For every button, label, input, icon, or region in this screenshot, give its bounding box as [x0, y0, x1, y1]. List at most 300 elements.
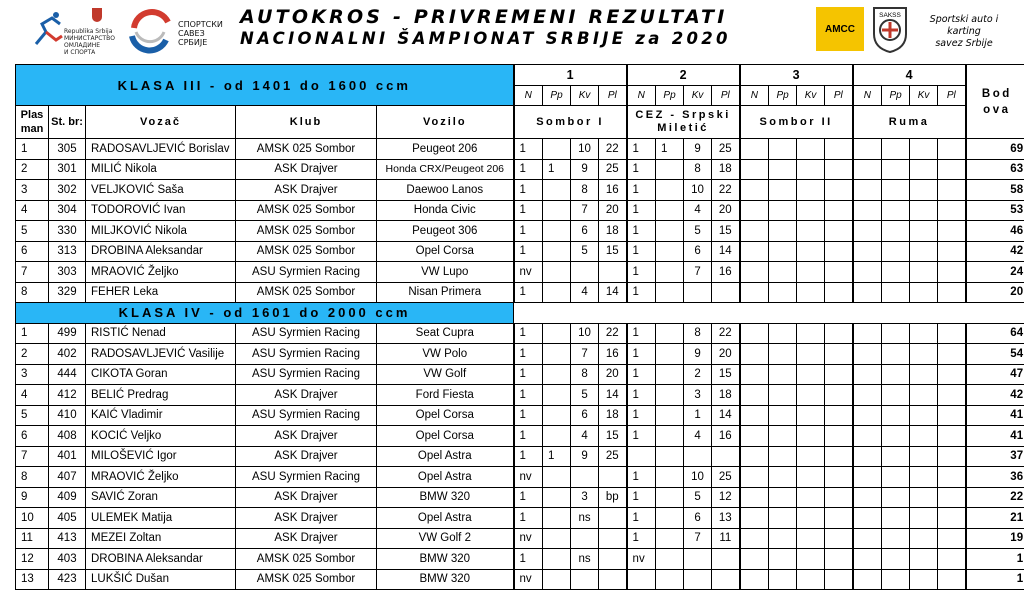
cell-race3-kv	[797, 405, 825, 426]
cell-race1-pl	[599, 508, 627, 529]
table-row	[16, 569, 1024, 590]
cell-vozac: MEZEI Zoltan	[86, 528, 236, 549]
cell-plasman: 5	[16, 405, 49, 426]
cell-race4-pp	[882, 344, 910, 365]
cell-race1-pp	[543, 200, 571, 221]
cell-race1-kv: 6	[571, 221, 599, 242]
cell-race1-n: 1	[514, 508, 543, 529]
table-row	[16, 405, 1024, 426]
cell-race3-n	[740, 569, 769, 590]
cell-race3-kv	[797, 139, 825, 160]
cell-race4-n	[853, 241, 882, 262]
cell-race1-kv: 6	[571, 405, 599, 426]
cell-start-number: 403	[49, 549, 86, 570]
cell-klub: ASK Drajver	[236, 159, 377, 180]
sakss-short: SAKSS	[879, 12, 901, 19]
cell-race1-n: 1	[514, 139, 543, 160]
cell-race3-kv	[797, 385, 825, 406]
cell-start-number: 304	[49, 200, 86, 221]
cell-race2-pl: 15	[712, 364, 740, 385]
cell-vozilo: Honda Civic	[377, 200, 514, 221]
cell-race2-n	[627, 446, 656, 467]
cell-race1-kv: 10	[571, 139, 599, 160]
cell-race3-pl	[825, 323, 853, 344]
cell-vozac: CIKOTA Goran	[86, 364, 236, 385]
table-row	[16, 139, 1024, 160]
cell-vozilo: Opel Astra	[377, 508, 514, 529]
cell-race1-n: 1	[514, 405, 543, 426]
cell-race3-pl	[825, 344, 853, 365]
cell-race2-pl: 25	[712, 467, 740, 488]
cell-plasman: 8	[16, 282, 49, 303]
cell-race3-n	[740, 426, 769, 447]
cell-race2-n: 1	[627, 323, 656, 344]
cell-race3-kv	[797, 364, 825, 385]
cell-race3-kv	[797, 180, 825, 201]
table-row	[16, 528, 1024, 549]
cell-race4-pl	[938, 282, 966, 303]
cell-race2-pl	[712, 549, 740, 570]
cell-vozilo: Opel Corsa	[377, 426, 514, 447]
sub-header-n: N	[514, 85, 543, 106]
cell-race3-pl	[825, 405, 853, 426]
cell-race4-n	[853, 344, 882, 365]
table-row	[16, 364, 1024, 385]
cell-race2-kv	[684, 282, 712, 303]
sub-header-kv: Kv	[797, 85, 825, 106]
race-number-3: 3	[740, 65, 853, 86]
cell-plasman: 4	[16, 385, 49, 406]
sub-header-kv: Kv	[910, 85, 938, 106]
cell-race2-kv	[684, 446, 712, 467]
table-row	[16, 221, 1024, 242]
sub-header-pp: Pp	[882, 85, 910, 106]
cell-race1-pp	[543, 344, 571, 365]
col-header-vozac: Vozač	[86, 106, 236, 139]
cell-race2-kv: 6	[684, 241, 712, 262]
table-row	[16, 200, 1024, 221]
cell-race4-n	[853, 180, 882, 201]
cell-start-number: 305	[49, 139, 86, 160]
cell-race3-kv	[797, 282, 825, 303]
cell-klub: ASU Syrmien Racing	[236, 467, 377, 488]
header-row-races	[16, 65, 1024, 86]
cell-race2-pl: 13	[712, 508, 740, 529]
cell-race4-n	[853, 159, 882, 180]
cell-race1-n: 1	[514, 282, 543, 303]
cell-race4-pl	[938, 508, 966, 529]
cell-race3-pl	[825, 528, 853, 549]
cell-race1-pp	[543, 139, 571, 160]
sub-header-pl: Pl	[825, 85, 853, 106]
cell-race3-pp	[769, 139, 797, 160]
cell-plasman: 8	[16, 467, 49, 488]
cell-race4-pl	[938, 569, 966, 590]
cell-race1-pp	[543, 385, 571, 406]
sub-header-pl: Pl	[599, 85, 627, 106]
cell-vozilo: VW Polo	[377, 344, 514, 365]
cell-race1-kv: 4	[571, 426, 599, 447]
cell-race3-pp	[769, 221, 797, 242]
cell-race1-n: nv	[514, 262, 543, 283]
cell-start-number: 444	[49, 364, 86, 385]
cell-vozac: DROBINA Aleksandar	[86, 241, 236, 262]
cell-bodova: 24	[966, 262, 1024, 283]
cell-vozac: VELJKOVIĆ Saša	[86, 180, 236, 201]
col-header-vozilo: Vozilo	[377, 106, 514, 139]
ministry-logo	[30, 6, 122, 58]
cell-vozilo: BMW 320	[377, 569, 514, 590]
cell-race3-pp	[769, 241, 797, 262]
cell-race3-pp	[769, 549, 797, 570]
cell-start-number: 301	[49, 159, 86, 180]
cell-start-number: 410	[49, 405, 86, 426]
cell-race3-n	[740, 508, 769, 529]
cell-vozac: MRAOVIĆ Željko	[86, 262, 236, 283]
cell-race4-pp	[882, 221, 910, 242]
cell-race4-pl	[938, 426, 966, 447]
table-row	[16, 446, 1024, 467]
cell-race4-n	[853, 282, 882, 303]
cell-race2-pp	[656, 467, 684, 488]
cell-race4-kv	[910, 467, 938, 488]
cell-race1-pp	[543, 241, 571, 262]
cell-race4-kv	[910, 241, 938, 262]
cell-vozac: MILJKOVIĆ Nikola	[86, 221, 236, 242]
cell-vozac: BELIĆ Predrag	[86, 385, 236, 406]
cell-race4-kv	[910, 405, 938, 426]
cell-race4-kv	[910, 426, 938, 447]
cell-bodova: 54	[966, 344, 1024, 365]
cell-race4-kv	[910, 180, 938, 201]
cell-race3-kv	[797, 467, 825, 488]
race-number-2: 2	[627, 65, 740, 86]
cell-race4-kv	[910, 487, 938, 508]
cell-race2-kv: 6	[684, 508, 712, 529]
cell-race2-pp	[656, 426, 684, 447]
track-name-2: CEZ - Srpski Miletić	[627, 106, 740, 139]
cell-bodova: 36	[966, 467, 1024, 488]
cell-klub: ASU Syrmien Racing	[236, 405, 377, 426]
cell-race3-pl	[825, 385, 853, 406]
cell-vozilo: Daewoo Lanos	[377, 180, 514, 201]
cell-race3-pp	[769, 426, 797, 447]
cell-race4-pp	[882, 200, 910, 221]
cell-race3-pl	[825, 446, 853, 467]
cell-race1-pp	[543, 323, 571, 344]
cell-plasman: 6	[16, 426, 49, 447]
cell-vozilo: Honda CRX/Peugeot 206	[377, 159, 514, 180]
cell-race3-kv	[797, 221, 825, 242]
cell-race3-pp	[769, 467, 797, 488]
cell-bodova: 58	[966, 180, 1024, 201]
cell-vozilo: Opel Astra	[377, 446, 514, 467]
cell-race2-pl: 25	[712, 139, 740, 160]
cell-race1-pp	[543, 364, 571, 385]
cell-race4-kv	[910, 569, 938, 590]
cell-race3-pl	[825, 282, 853, 303]
cell-race2-n: 1	[627, 405, 656, 426]
cell-race2-n: 1	[627, 487, 656, 508]
cell-race4-kv	[910, 323, 938, 344]
cell-plasman: 11	[16, 528, 49, 549]
cell-race3-pp	[769, 569, 797, 590]
cell-race3-kv	[797, 159, 825, 180]
cell-race4-kv	[910, 364, 938, 385]
cell-vozac: MILOŠEVIĆ Igor	[86, 446, 236, 467]
cell-race1-pl: 15	[599, 241, 627, 262]
cell-klub: ASU Syrmien Racing	[236, 364, 377, 385]
cell-race2-n: 1	[627, 364, 656, 385]
cell-race2-pl	[712, 282, 740, 303]
header-row-columns	[16, 106, 1024, 139]
cell-plasman: 6	[16, 241, 49, 262]
cell-bodova: 20	[966, 282, 1024, 303]
cell-race4-pp	[882, 446, 910, 467]
cell-start-number: 330	[49, 221, 86, 242]
cell-start-number: 329	[49, 282, 86, 303]
cell-bodova: 37	[966, 446, 1024, 467]
cell-race4-pp	[882, 241, 910, 262]
cell-race1-pl: 25	[599, 159, 627, 180]
cell-race3-pl	[825, 467, 853, 488]
cell-race1-pl	[599, 569, 627, 590]
cell-race3-pp	[769, 528, 797, 549]
cell-race3-pp	[769, 282, 797, 303]
cell-race2-n: 1	[627, 221, 656, 242]
cell-race1-n: nv	[514, 569, 543, 590]
cell-race3-n	[740, 549, 769, 570]
cell-bodova: 22	[966, 487, 1024, 508]
cell-race1-kv	[571, 262, 599, 283]
cell-race3-n	[740, 139, 769, 160]
cell-race3-pp	[769, 180, 797, 201]
cell-plasman: 7	[16, 446, 49, 467]
table-row	[16, 426, 1024, 447]
cell-race2-n: 1	[627, 159, 656, 180]
table-row	[16, 159, 1024, 180]
cell-race3-pp	[769, 446, 797, 467]
cell-race4-pl	[938, 344, 966, 365]
col-header-klub: Klub	[236, 106, 377, 139]
cell-race2-pl: 22	[712, 323, 740, 344]
cell-race2-kv: 5	[684, 221, 712, 242]
cell-race2-pl: 20	[712, 344, 740, 365]
blank-cell	[514, 303, 1024, 324]
sub-header-pp: Pp	[543, 85, 571, 106]
cell-klub: AMSK 025 Sombor	[236, 241, 377, 262]
track-name-4: Ruma	[853, 106, 966, 139]
cell-race1-kv	[571, 467, 599, 488]
cell-race2-pl: 18	[712, 159, 740, 180]
cell-vozac: SAVIĆ Zoran	[86, 487, 236, 508]
cell-race3-pl	[825, 221, 853, 242]
cell-race2-kv: 1	[684, 405, 712, 426]
table-row	[16, 467, 1024, 488]
cell-start-number: 313	[49, 241, 86, 262]
cell-race1-pp	[543, 405, 571, 426]
cell-race1-kv	[571, 569, 599, 590]
cell-race3-kv	[797, 528, 825, 549]
cell-race2-kv: 9	[684, 344, 712, 365]
cell-vozilo: Ford Fiesta	[377, 385, 514, 406]
cell-race1-n: 1	[514, 323, 543, 344]
cell-race2-kv: 9	[684, 139, 712, 160]
cell-race2-pp	[656, 159, 684, 180]
cell-plasman: 1	[16, 323, 49, 344]
cell-race2-pp	[656, 323, 684, 344]
cell-race1-pp: 1	[543, 446, 571, 467]
cell-race2-kv: 8	[684, 323, 712, 344]
cell-race1-pl: 22	[599, 323, 627, 344]
cell-vozilo: Opel Corsa	[377, 405, 514, 426]
cell-race3-n	[740, 200, 769, 221]
cell-race1-n: nv	[514, 528, 543, 549]
cell-race2-n: 1	[627, 426, 656, 447]
cell-start-number: 413	[49, 528, 86, 549]
cell-race3-pl	[825, 364, 853, 385]
cell-race4-n	[853, 446, 882, 467]
cell-race1-pp	[543, 487, 571, 508]
cell-race4-n	[853, 385, 882, 406]
cell-race1-kv: 8	[571, 180, 599, 201]
cell-race3-pl	[825, 139, 853, 160]
cell-race2-pp	[656, 446, 684, 467]
cell-race1-pl: bp	[599, 487, 627, 508]
cell-race1-kv: 5	[571, 241, 599, 262]
cell-race1-pl: 22	[599, 139, 627, 160]
cell-race1-n: 1	[514, 344, 543, 365]
cell-race3-pl	[825, 262, 853, 283]
cell-start-number: 408	[49, 426, 86, 447]
cell-race4-pp	[882, 159, 910, 180]
cell-race2-n: 1	[627, 508, 656, 529]
cell-race2-pp	[656, 180, 684, 201]
cell-race4-n	[853, 569, 882, 590]
cell-race3-pl	[825, 241, 853, 262]
table-row	[16, 385, 1024, 406]
cell-race2-kv	[684, 569, 712, 590]
cell-bodova: 42	[966, 385, 1024, 406]
cell-race1-n: 1	[514, 446, 543, 467]
cell-race3-pl	[825, 549, 853, 570]
cell-race1-pl: 14	[599, 385, 627, 406]
cell-race3-n	[740, 364, 769, 385]
cell-klub: ASK Drajver	[236, 385, 377, 406]
cell-race2-pl: 18	[712, 385, 740, 406]
cell-race2-kv: 5	[684, 487, 712, 508]
cell-race2-kv: 10	[684, 467, 712, 488]
cell-start-number: 401	[49, 446, 86, 467]
cell-race2-pp	[656, 200, 684, 221]
cell-race1-pp	[543, 508, 571, 529]
cell-klub: AMSK 025 Sombor	[236, 139, 377, 160]
cell-race4-pp	[882, 364, 910, 385]
cell-vozac: RISTIĆ Nenad	[86, 323, 236, 344]
sub-header-n: N	[853, 85, 882, 106]
cell-bodova: 41	[966, 426, 1024, 447]
sub-header-pl: Pl	[938, 85, 966, 106]
cell-race4-kv	[910, 282, 938, 303]
page-subtitle: NACIONALNI ŠAMPIONAT SRBIJE za 2020	[240, 29, 731, 48]
sub-header-n: N	[740, 85, 769, 106]
cell-vozac: MRAOVIĆ Željko	[86, 467, 236, 488]
cell-vozac: RADOSAVLJEVIĆ Vasilije	[86, 344, 236, 365]
cell-race4-kv	[910, 221, 938, 242]
cell-race2-kv: 7	[684, 528, 712, 549]
cell-race2-pl: 12	[712, 487, 740, 508]
cell-race2-pl: 20	[712, 200, 740, 221]
cell-race2-n: 1	[627, 241, 656, 262]
cell-race4-pl	[938, 487, 966, 508]
cell-bodova: 53	[966, 200, 1024, 221]
cell-race3-pp	[769, 323, 797, 344]
cell-race4-pl	[938, 180, 966, 201]
cell-race3-n	[740, 405, 769, 426]
cell-race4-pl	[938, 323, 966, 344]
cell-bodova: 63	[966, 159, 1024, 180]
cell-race1-pl	[599, 549, 627, 570]
cell-vozilo: Peugeot 306	[377, 221, 514, 242]
cell-race4-kv	[910, 200, 938, 221]
cell-race3-pl	[825, 569, 853, 590]
cell-plasman: 12	[16, 549, 49, 570]
cell-race1-n: 1	[514, 426, 543, 447]
cell-race2-pp	[656, 405, 684, 426]
cell-race2-n: 1	[627, 467, 656, 488]
cell-vozilo: VW Golf	[377, 364, 514, 385]
table-row	[16, 344, 1024, 365]
cell-race2-n: 1	[627, 262, 656, 283]
cell-race1-kv: ns	[571, 549, 599, 570]
page-header	[0, 0, 1024, 62]
cell-race3-kv	[797, 549, 825, 570]
sub-header-pp: Pp	[656, 85, 684, 106]
cell-race2-pp	[656, 549, 684, 570]
cell-race4-kv	[910, 344, 938, 365]
cell-race1-pl: 18	[599, 405, 627, 426]
cell-race4-n	[853, 487, 882, 508]
cell-race4-pp	[882, 528, 910, 549]
cell-race3-kv	[797, 569, 825, 590]
cell-race4-pl	[938, 405, 966, 426]
cell-race1-pl: 25	[599, 446, 627, 467]
cell-race1-pl: 14	[599, 282, 627, 303]
cell-race2-n: 1	[627, 282, 656, 303]
class-divider-row	[16, 303, 1024, 324]
cell-klub: ASU Syrmien Racing	[236, 344, 377, 365]
cell-race2-kv: 4	[684, 200, 712, 221]
cell-race2-n	[627, 569, 656, 590]
amcc-logo: AMCC	[816, 7, 864, 51]
cell-race2-pl: 16	[712, 262, 740, 283]
sakss-text: Sportski auto i karting savez Srbije	[929, 14, 999, 49]
cell-race2-n: 1	[627, 528, 656, 549]
cell-plasman: 7	[16, 262, 49, 283]
cell-klub: AMSK 025 Sombor	[236, 282, 377, 303]
cell-race1-kv: 7	[571, 344, 599, 365]
cell-race4-n	[853, 528, 882, 549]
cell-race1-pl: 20	[599, 200, 627, 221]
race-number-1: 1	[514, 65, 627, 86]
table-row	[16, 549, 1024, 570]
cell-vozilo: BMW 320	[377, 487, 514, 508]
cell-start-number: 412	[49, 385, 86, 406]
cell-race3-n	[740, 159, 769, 180]
cell-race1-kv: 9	[571, 159, 599, 180]
cell-race2-pp	[656, 385, 684, 406]
cell-race1-pp	[543, 282, 571, 303]
